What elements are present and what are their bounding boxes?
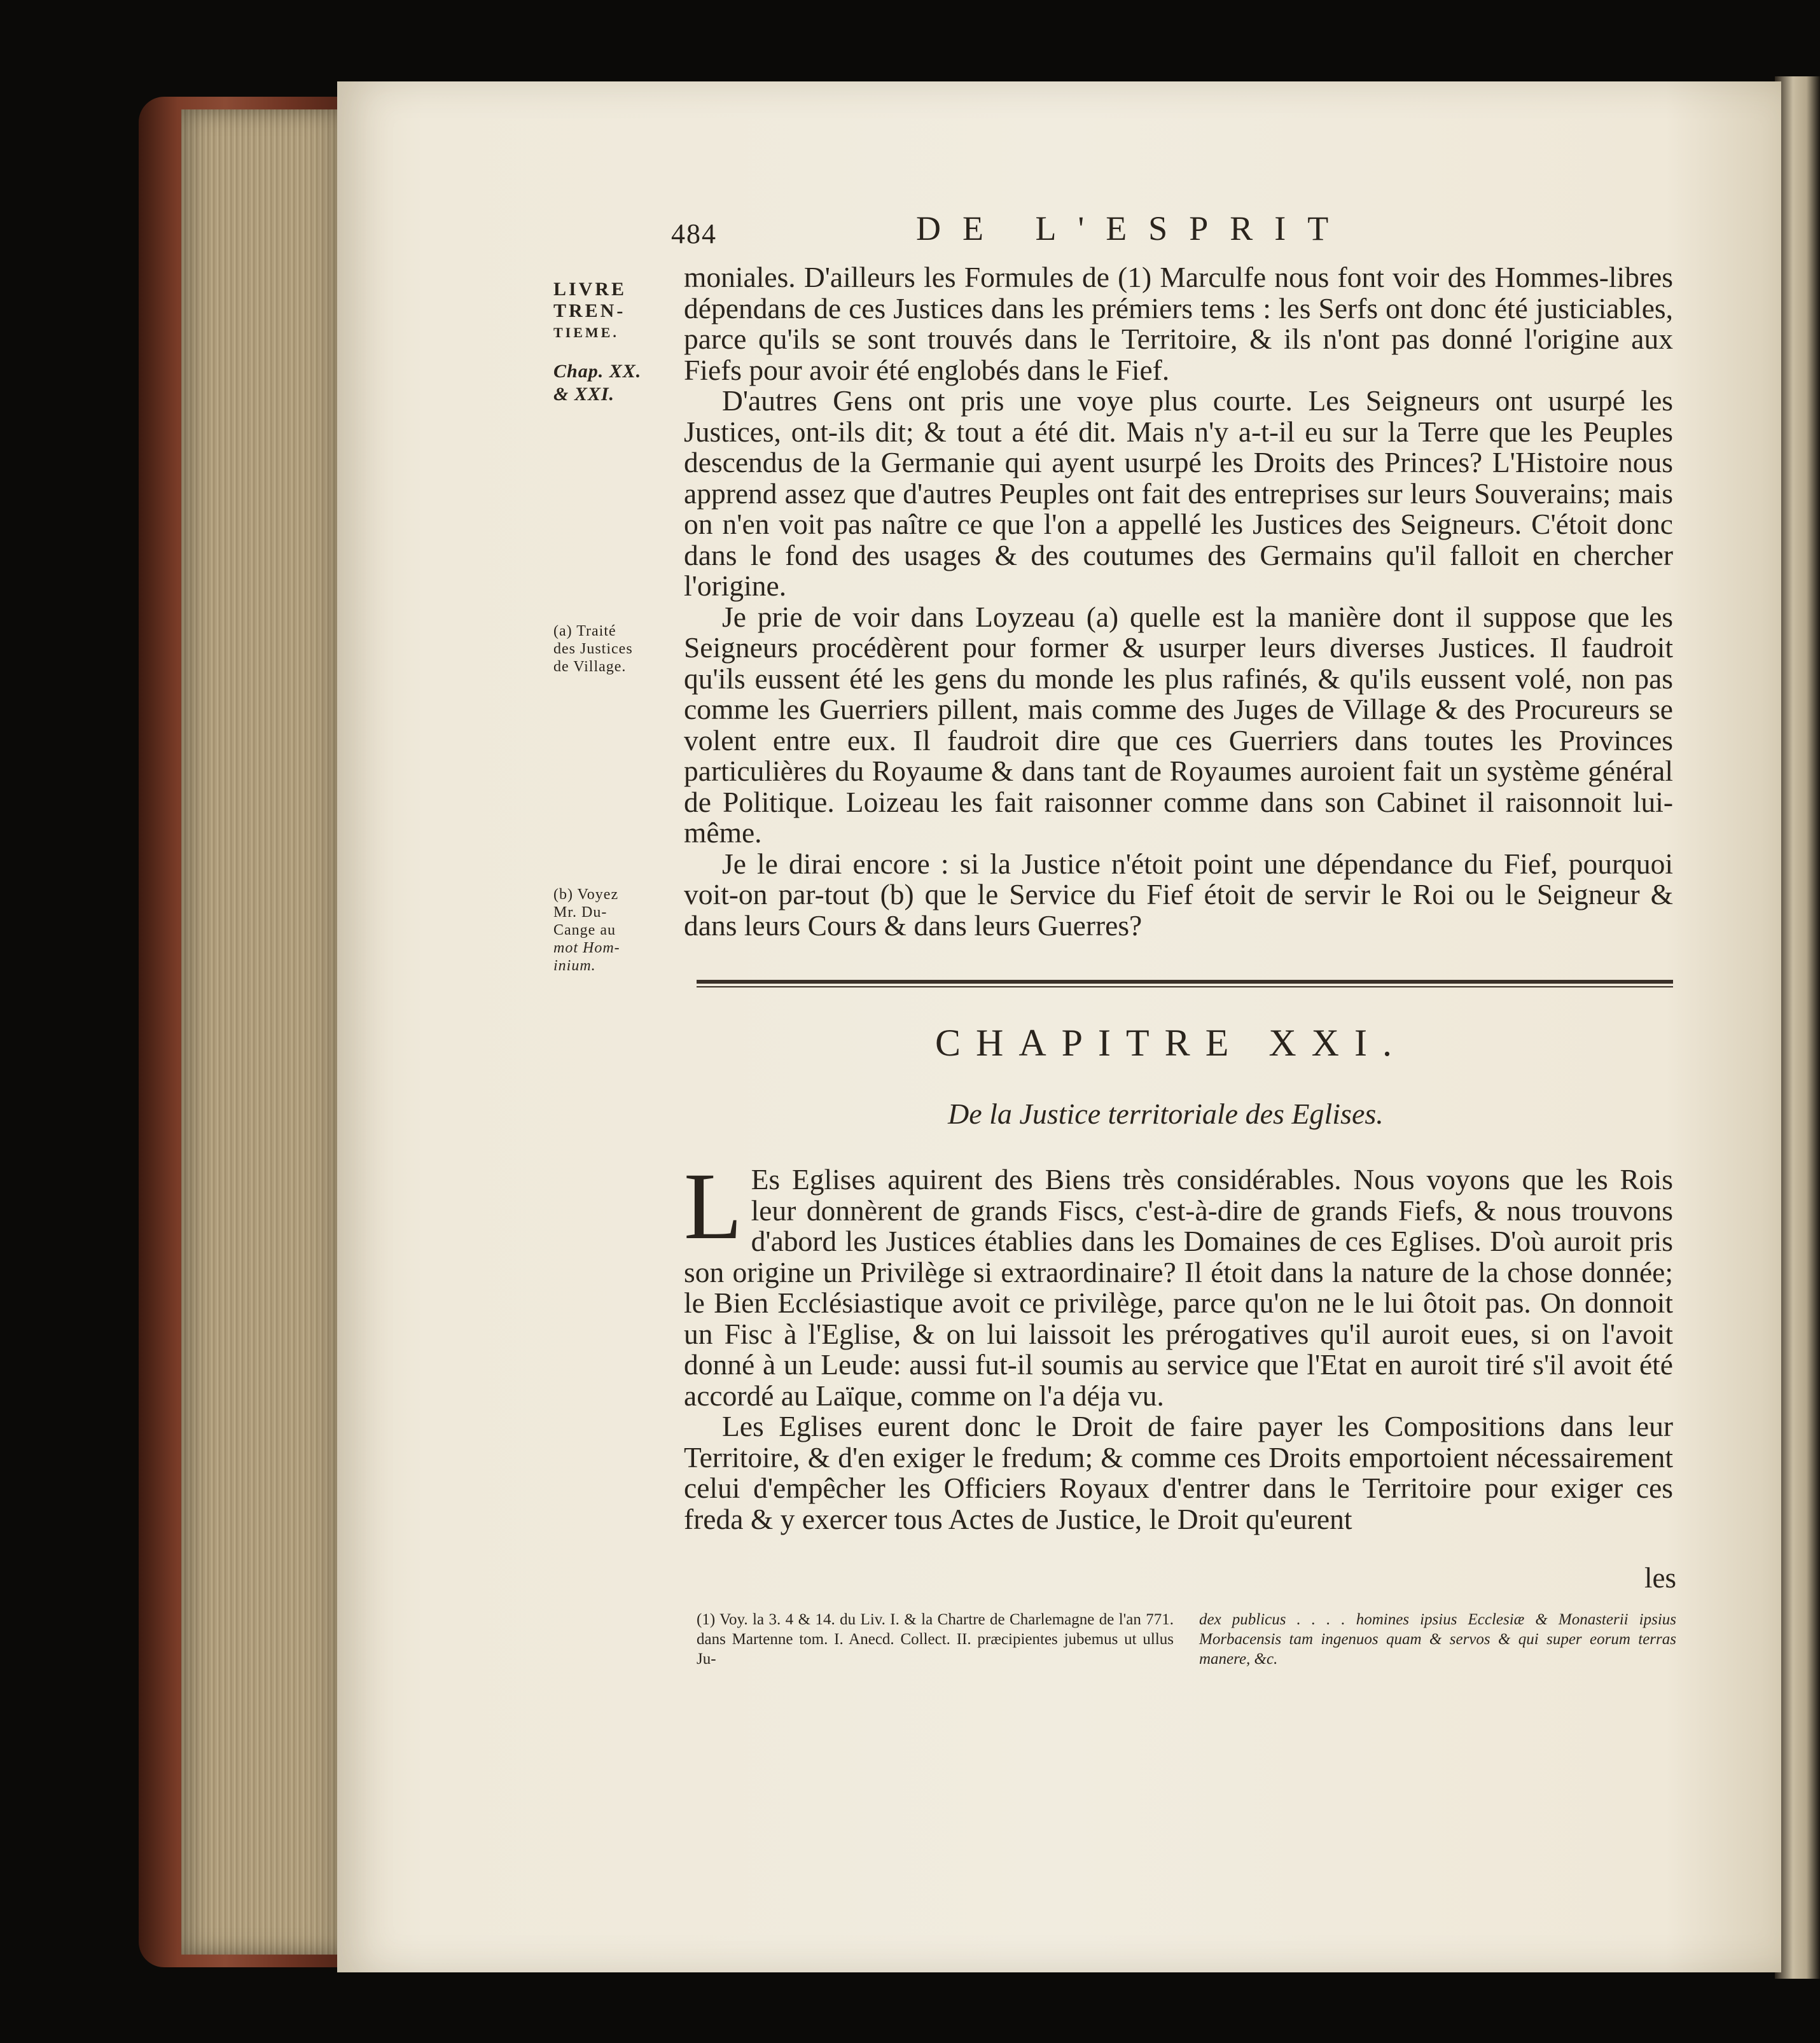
chapter-subtitle: De la Justice territoriale des Eglises. — [948, 1098, 1384, 1130]
paragraph: D'autres Gens ont pris une voye plus courte. Les Seigneurs ont usurpé les Justices, ont-ils dit; & tout a été dit. Mais n'y a-t-il eu sur la Terre que les Peuples descendus de la Germanie qui ayent usurpé les Droits des Princes? L'Histoire nous apprend assez que d'autres Peuples ont fait des entreprises sur leurs Souverains; mais on n'en voit pas naître ce que l'on a appellé les Justices des Seigneurs. C'étoit donc dans le fond des usages & des coutumes des Germains qu'il falloit en chercher l'origine. — [684, 384, 1673, 602]
catchword: les — [1644, 1562, 1676, 1594]
facing-page-edge — [1775, 76, 1820, 1979]
paragraph: Les Eglises eurent donc le Droit de faire payer les Compositions dans leur Territoire, & d'en exiger le fredum; & comme ces Droits emportoient nécessairement celui d'empêcher les Officiers Royaux d'entrer dans le Territoire pour exiger ces freda & y exercer tous Actes de Justice, le Droit qu'eurent — [684, 1410, 1673, 1535]
footnotes — [697, 1610, 1676, 1669]
running-title: DE L'ESPRIT — [916, 209, 1351, 248]
drop-cap: L — [684, 1154, 742, 1259]
paragraph: Je prie de voir dans Loyzeau (a) quelle est la manière dont il suppose que les Seigneurs procédèrent pour former & usurper leurs diverses Justices. Il faudroit qu'ils eussent été les gens du monde les plus rafinés, & qu'ils eussent volé, non pas comme les Guerriers pillent, mais comme des Juges de Village & des Procureurs se volent entre eux. Il faudroit dire que ces Guerriers dans toutes les Provinces particulières du Royaume & dans tant de Royaumes auroient fait un système général de Politique. Loizeau les fait raisonner comme dans son Cabinet il raisonnoit lui-même. — [684, 600, 1673, 849]
margin-note-chapters: Chap. XX. & XXI. — [553, 361, 642, 405]
footnote-right: dex publicus . . . . homines ipsius Ecclesiæ & Monasterii ipsius Morbacensis tam ingenuos quam & servos & qui super eorum terras manere, &c. — [1199, 1611, 1676, 1668]
footnote-left: (1) Voy. la 3. 4 & 14. du Liv. I. & la Chartre de Charlemagne de l'an 771. dans Martenne tom. I. Anecd. Collect. II. præcipientes jubemus ut ullus Ju- — [697, 1611, 1174, 1668]
margin-note-b: (b) Voyez Mr. Du- Cange au mot Hom- inium. — [553, 886, 620, 974]
section-rule-thin — [697, 986, 1673, 987]
paragraph: L Es Eglises aquirent des Biens très considérables. Nous voyons que les Rois leur donnèrent de grands Fiscs, c'est-à-dire de grands Fiefs, & nous trouvons d'abord les Justices établies dans les Domaines de ces Eglises. D'où auroit pris son origine un Privilège si extraordinaire? Il étoit dans la nature de la chose donnée; le Bien Ecclésiastique avoit ce privilège, parce qu'on ne le lui ôtoit pas. On donnoit un Fisc à l'Eglise, & on lui laissoit les prérogatives qu'il auroit eues, si on l'avoit donné à un Leude: aussi fut-il soumis au service que l'Etat en auroit tiré s'il avoit été accordé au Laïque, comme on l'a déja vu. — [684, 1154, 1673, 1412]
book-fore-edge — [181, 109, 347, 1955]
paragraph: moniales. D'ailleurs les Formules de (1) Marculfe nous font voir des Hommes-libres dépendans de ces Justices dans les prémiers tems : les Serfs ont donc été justiciables, parce qu'ils se sont trouvés dans le Territoire, & ils n'ont pas donné l'origine aux Fiefs pour avoir été englobés dans le Fief. — [684, 261, 1673, 386]
section-rule — [697, 980, 1673, 984]
body-text-chapter — [684, 1154, 1673, 1535]
paragraph: Je le dirai encore : si la Justice n'étoit point une dépendance du Fief, pourquoi voit-on par-tout (b) que le Service du Fief étoit de servir le Roi ou le Seigneur & dans leurs Cours & dans leurs Guerres? — [684, 847, 1673, 942]
margin-note-livre: LIVRE TREN- TIEME. — [553, 279, 627, 340]
body-text-upper — [684, 262, 1673, 941]
chapter-heading: CHAPITRE XXI. — [935, 1022, 1407, 1064]
page-number: 484 — [671, 218, 717, 249]
margin-note-a: (a) Traité des Justices de Village. — [553, 623, 633, 675]
running-head — [671, 209, 1501, 249]
